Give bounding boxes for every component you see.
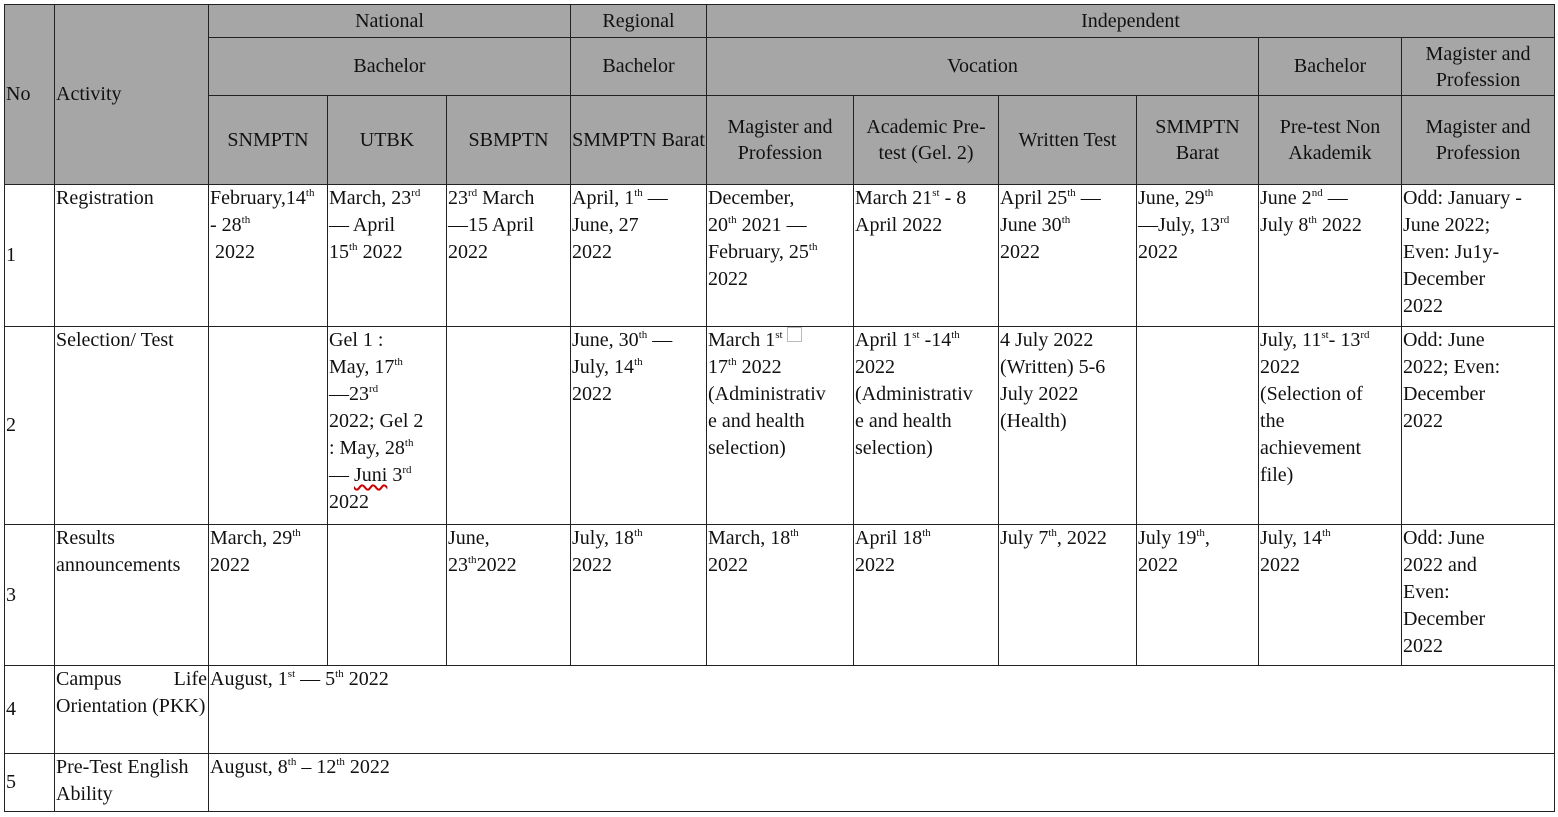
col-magister-profession: Magister and Profession: [707, 96, 854, 185]
row-number: 3: [5, 525, 55, 666]
cell-pretest: June 2nd — July 8th 2022: [1259, 185, 1402, 327]
cell-magister-2: Odd: June 2022 and Even: December 2022: [1402, 525, 1555, 666]
header-bachelor-national: Bachelor: [209, 38, 571, 96]
header-bachelor-independent: Bachelor: [1259, 38, 1402, 96]
cell-sbmptn: [447, 327, 571, 525]
header-no: No: [5, 5, 55, 185]
activity-cell: Selection/ Test: [55, 327, 209, 525]
table-row: [5, 666, 1555, 754]
cell-academic: March 21st - 8 April 2022: [854, 185, 999, 327]
header-vocation: Vocation: [707, 38, 1259, 96]
cell-magister-2: Odd: June 2022; Even: December 2022: [1402, 327, 1555, 525]
dropdown-marker-icon: [787, 327, 802, 342]
cell-written: July 7th, 2022: [999, 525, 1137, 666]
cell-utbk: [328, 525, 447, 666]
table-row: [5, 754, 1555, 812]
table-row: [5, 185, 1555, 327]
col-academic-pretest: Academic Pre-test (Gel. 2): [854, 96, 999, 185]
cell-english-pretest-date: August, 8th – 12th 2022: [209, 754, 1555, 812]
col-smmptn-barat: SMMPTN Barat: [571, 96, 707, 185]
cell-sbmptn: 23rd March —15 April 2022: [447, 185, 571, 327]
cell-smmptn-barat-2: June, 29th —July, 13rd 2022: [1137, 185, 1259, 327]
col-magister-profession-2: Magister and Profession: [1402, 96, 1555, 185]
cell-utbk: Gel 1 : May, 17th —23rd 2022; Gel 2 : May, 28th — Juni 3rd 2022: [328, 327, 447, 525]
cell-snmptn: March, 29th 2022: [209, 525, 328, 666]
cell-sbmptn: June, 23th2022: [447, 525, 571, 666]
schedule-table: [4, 4, 1555, 812]
activity-cell: Pre-Test English Ability: [55, 754, 209, 812]
cell-magister: March 1st 17th 2022 (Administrativ e and health selection): [707, 327, 854, 525]
cell-magister-2: Odd: January - June 2022; Even: Ju1y- December 2022: [1402, 185, 1555, 327]
cell-snmptn: [209, 327, 328, 525]
row-number: 1: [5, 185, 55, 327]
table-row: [5, 327, 1555, 525]
col-snmptn: SNMPTN: [209, 96, 328, 185]
cell-magister: March, 18th 2022: [707, 525, 854, 666]
header-regional: Regional: [571, 5, 707, 38]
cell-smmptn-barat-2: [1137, 327, 1259, 525]
row-number: 2: [5, 327, 55, 525]
cell-snmptn: February,14th - 28th 2022: [209, 185, 328, 327]
activity-cell: Registration: [55, 185, 209, 327]
header-bachelor-regional: Bachelor: [571, 38, 707, 96]
table-row: [5, 525, 1555, 666]
cell-smmptn-barat: April, 1th — June, 27 2022: [571, 185, 707, 327]
cell-magister: December, 20th 2021 — February, 25th 2022: [707, 185, 854, 327]
header-activity: Activity: [55, 5, 209, 185]
cell-smmptn-barat: June, 30th — July, 14th 2022: [571, 327, 707, 525]
header-magister-profession: Magister and Profession: [1402, 38, 1555, 96]
cell-pretest: July, 11st- 13rd 2022 (Selection of the achievement file): [1259, 327, 1402, 525]
cell-smmptn-barat: July, 18th 2022: [571, 525, 707, 666]
cell-pretest: July, 14th 2022: [1259, 525, 1402, 666]
cell-written: April 25th — June 30th 2022: [999, 185, 1137, 327]
cell-pkk-date: August, 1st — 5th 2022: [209, 666, 1555, 754]
activity-cell: Campus Life Orientation (PKK): [55, 666, 209, 754]
col-smmptn-barat-2: SMMPTN Barat: [1137, 96, 1259, 185]
col-written-test: Written Test: [999, 96, 1137, 185]
col-sbmptn: SBMPTN: [447, 96, 571, 185]
row-number: 4: [5, 666, 55, 754]
activity-cell: Results announcements: [55, 525, 209, 666]
cell-smmptn-barat-2: July 19th, 2022: [1137, 525, 1259, 666]
header-national: National: [209, 5, 571, 38]
col-pretest-non-akademik: Pre-test Non Akademik: [1259, 96, 1402, 185]
cell-academic: April 18th 2022: [854, 525, 999, 666]
cell-written: 4 July 2022 (Written) 5-6 July 2022 (Health): [999, 327, 1137, 525]
cell-academic: April 1st -14th 2022 (Administrativ e and health selection): [854, 327, 999, 525]
cell-utbk: March, 23rd — April 15th 2022: [328, 185, 447, 327]
header-independent: Independent: [707, 5, 1555, 38]
row-number: 5: [5, 754, 55, 812]
col-utbk: UTBK: [328, 96, 447, 185]
